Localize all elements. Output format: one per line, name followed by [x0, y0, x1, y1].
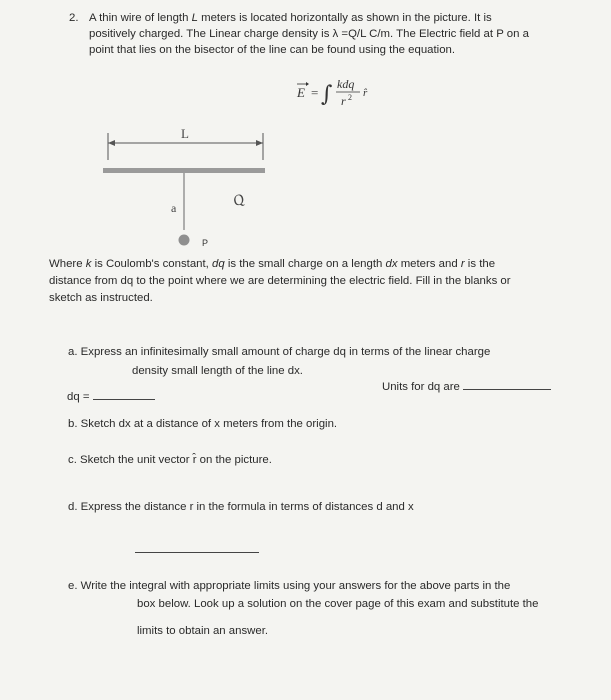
electric-field-equation	[296, 74, 386, 114]
description	[49, 256, 577, 307]
length-label: L	[181, 126, 189, 141]
wire-diagram	[95, 118, 275, 248]
equation-exponent: 2	[348, 93, 352, 102]
part-b: b. Sketch dx at a distance of x meters from the origin.	[68, 418, 338, 430]
units-prompt: Units for dq are	[382, 379, 582, 395]
equation-lhs: E	[297, 85, 305, 100]
distance-label: a	[171, 201, 177, 215]
part-e-line-3: limits to obtain an answer.	[137, 625, 269, 637]
problem-line-3: point that lies on the bisector of the line can be found using the equation.	[89, 44, 456, 56]
part-a-line-2: density small length of the line dx.	[132, 365, 303, 377]
charge-label: Q	[230, 191, 248, 211]
problem-line-2: positively charged. The Linear charge density is λ =Q/L C/m. The Electric field at P on a	[89, 28, 529, 40]
part-a-line-1: a. Express an infinitesimally small amount of charge dq in terms of the linear charge	[68, 346, 491, 358]
problem-statement	[70, 10, 575, 58]
arrow-left-icon	[108, 140, 115, 146]
problem-number: 2.	[69, 12, 79, 24]
part-e-line-1: e. Write the integral with appropriate limits using your answers for the above parts in the	[68, 580, 511, 592]
equation-denominator: r	[341, 94, 346, 108]
part-d: d. Express the distance r in the formula in terms of distances d and x	[68, 501, 414, 513]
equation-equals: =	[311, 85, 319, 100]
description-line-2: distance from dq to the point where we are determining the electric field. Fill in the blanks or	[49, 275, 511, 287]
dq-prompt: dq =	[67, 389, 187, 405]
equation-numerator: kdq	[337, 77, 355, 91]
units-blank[interactable]	[463, 388, 551, 390]
description-line-1: Where k is Coulomb's constant, dq is the small charge on a length dx meters and r is the	[49, 258, 496, 270]
integral-sign: ∫	[321, 82, 333, 107]
part-c: c. Sketch the unit vector r̂ on the picture.	[68, 454, 272, 466]
charged-wire	[103, 168, 265, 173]
description-line-3: sketch as instructed.	[49, 292, 153, 304]
arrow-right-icon	[256, 140, 263, 146]
point-label: P	[202, 238, 209, 248]
distance-blank[interactable]	[135, 552, 259, 553]
equation-unit-vector: r̂	[363, 87, 368, 99]
dq-blank[interactable]	[93, 398, 155, 400]
point-p-marker	[179, 235, 190, 246]
part-e-line-2: box below. Look up a solution on the cover page of this exam and substitute the	[137, 598, 539, 610]
problem-line-1: A thin wire of length L meters is located horizontally as shown in the picture. It is	[89, 12, 492, 24]
